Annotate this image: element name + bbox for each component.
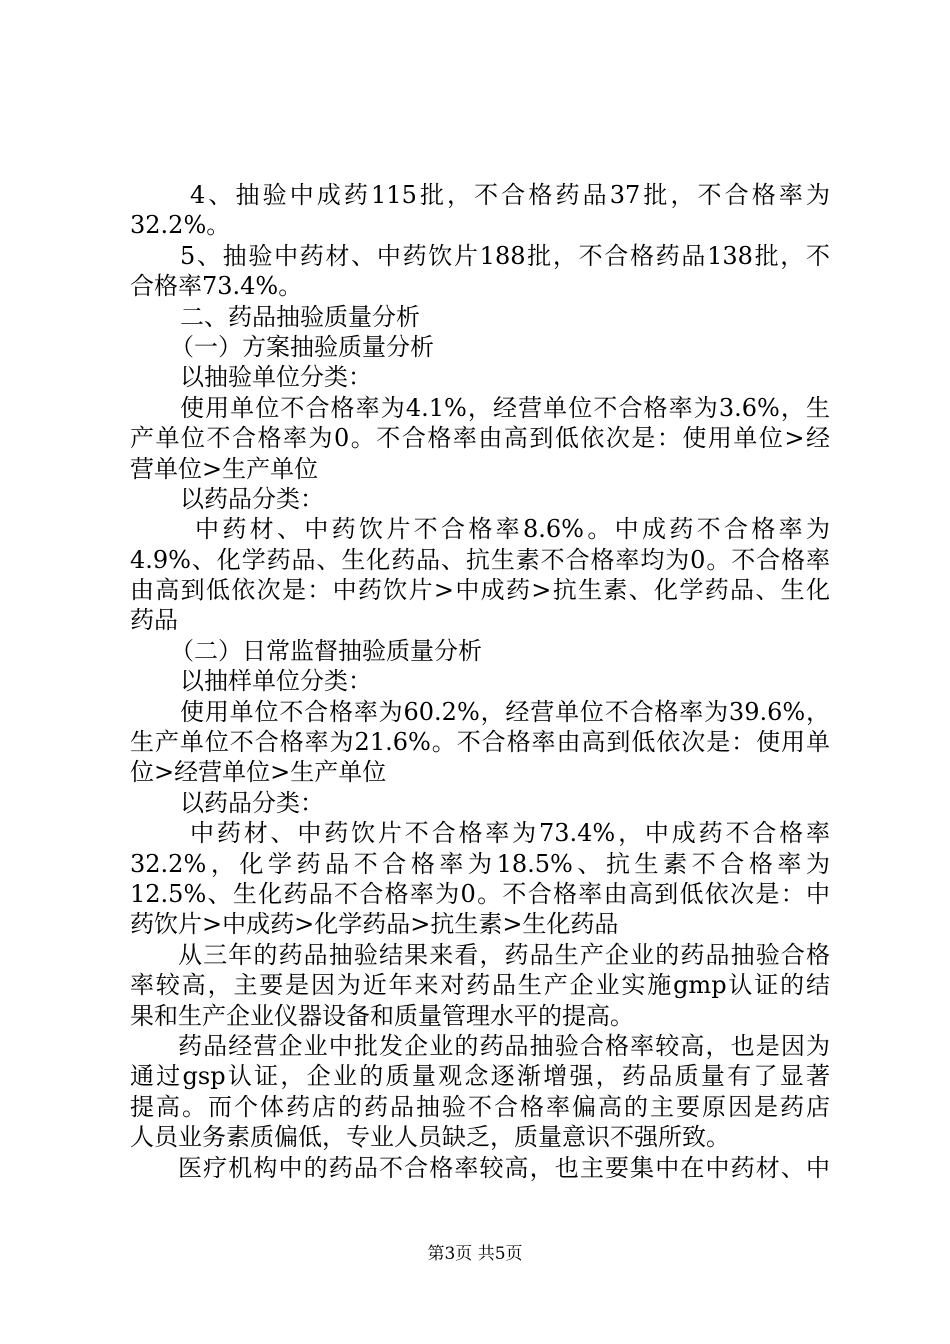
text-line: 营单位>生产单位 — [130, 454, 319, 483]
text-line: 人员业务素质偏低，专业人员缺乏，质量意识不强所致。 — [130, 1123, 730, 1152]
text-line: 通过gsp认证，企业的质量观念逐渐增强，药品质量有了显著 — [130, 1062, 830, 1091]
text-line: 5、抽验中药材、中药饮片188批，不合格药品138批，不 — [180, 241, 830, 270]
text-line: 药饮片>中成药>化学药品>抗生素>生化药品 — [130, 910, 619, 939]
paragraph — [130, 940, 830, 1031]
text-line: 12.5%、生化药品不合格率为0。不合格率由高到低依次是：中 — [130, 879, 830, 908]
section-heading — [130, 302, 830, 332]
text-line: 以抽验单位分类： — [180, 363, 372, 392]
paragraph — [130, 180, 830, 241]
text-line: 率较高，主要是因为近年来对药品生产企业实施gmp认证的结 — [130, 971, 830, 1000]
text-line: 32.2%。 — [130, 211, 231, 240]
text-line: 以药品分类： — [180, 788, 324, 817]
text-line: 以药品分类： — [180, 484, 324, 513]
paragraph — [130, 666, 830, 696]
text-line: 4、抽验中成药115批，不合格药品37批，不合格率为 — [190, 181, 830, 209]
text-line: 生产单位不合格率为21.6%。不合格率由高到低依次是：使用单 — [130, 728, 830, 757]
text-line: 32.2%，化学药品不合格率为18.5%、抗生素不合格率为 — [130, 849, 830, 878]
text-line: 药品经营企业中批发企业的药品抽验合格率较高，也是因为 — [178, 1031, 830, 1060]
paragraph — [130, 788, 830, 818]
paragraph — [130, 393, 830, 484]
text-line: 4.9%、化学药品、生化药品、抗生素不合格率均为0。不合格率 — [130, 545, 830, 574]
paragraph — [130, 362, 830, 392]
paragraph — [130, 241, 830, 302]
paragraph — [130, 514, 830, 636]
text-line: 使用单位不合格率为4.1%，经营单位不合格率为3.6%，生 — [180, 393, 830, 422]
paragraph — [130, 1153, 830, 1183]
text-line: 位>经营单位>生产单位 — [130, 758, 387, 787]
text-line: 二、药品抽验质量分析 — [180, 302, 420, 331]
text-line: 合格率73.4%。 — [130, 272, 303, 301]
text-line: 中药材、中药饮片不合格率8.6%。中成药不合格率为 — [195, 515, 830, 544]
text-line: 以抽样单位分类： — [180, 667, 372, 696]
text-line: （二）日常监督抽验质量分析 — [170, 636, 482, 665]
document-body — [130, 180, 830, 1183]
text-line: 使用单位不合格率为60.2%，经营单位不合格率为39.6%， — [180, 697, 830, 726]
page-footer — [0, 1243, 950, 1265]
page-number-label: 第3页 共5页 — [427, 1244, 523, 1264]
text-line: 提高。而个体药店的药品抽验不合格率偏高的主要原因是药店 — [130, 1092, 830, 1121]
subsection-heading — [130, 332, 830, 362]
paragraph — [130, 484, 830, 514]
subsection-heading — [130, 636, 830, 666]
text-line: 医疗机构中的药品不合格率较高，也主要集中在中药材、中 — [178, 1153, 830, 1182]
text-line: （一）方案抽验质量分析 — [170, 332, 434, 361]
text-line: 药品 — [130, 606, 178, 635]
text-line: 由高到低依次是：中药饮片>中成药>抗生素、化学药品、生化 — [130, 576, 830, 605]
paragraph — [130, 697, 830, 788]
paragraph — [130, 818, 830, 940]
text-line: 从三年的药品抽验结果来看，药品生产企业的药品抽验合格 — [178, 940, 830, 969]
text-line: 中药材、中药饮片不合格率为73.4%，中成药不合格率 — [190, 819, 830, 848]
paragraph — [130, 1031, 830, 1153]
text-line: 果和生产企业仪器设备和质量管理水平的提高。 — [130, 1001, 634, 1030]
text-line: 产单位不合格率为0。不合格率由高到低依次是：使用单位>经 — [130, 424, 830, 453]
